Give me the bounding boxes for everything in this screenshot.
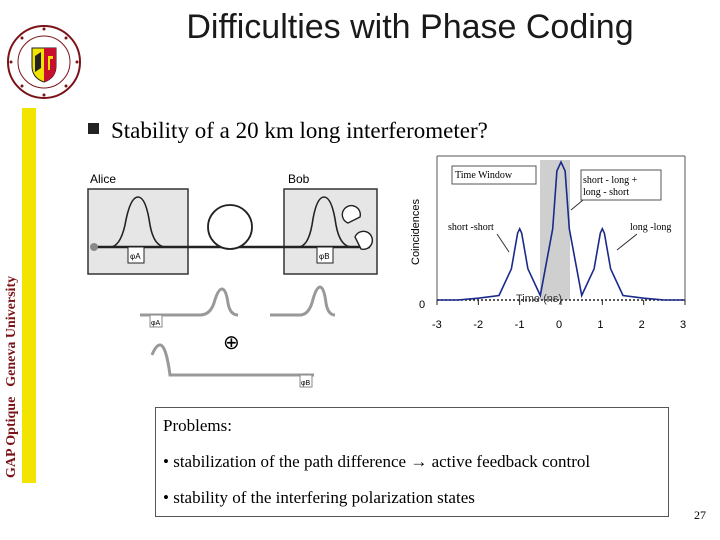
interferometer-diagram bbox=[80, 165, 400, 400]
y-axis-label: Coincidences bbox=[410, 198, 422, 265]
problem-item-1: • stabilization of the path difference → active feedback control bbox=[163, 452, 591, 471]
source-dot-icon bbox=[90, 243, 98, 251]
x-axis-label: Time (ns) bbox=[516, 293, 563, 305]
y-tick-0: 0 bbox=[419, 299, 426, 311]
ann-time-window: Time Window bbox=[455, 170, 513, 181]
alice-label: Alice bbox=[90, 172, 117, 186]
x-tick-label: 0 bbox=[556, 319, 563, 331]
phi-b-small: φB bbox=[301, 380, 311, 387]
page-number: 27 bbox=[694, 508, 706, 522]
fiber-spool-icon bbox=[208, 205, 252, 249]
problems-heading: Problems: bbox=[163, 416, 232, 435]
phi-b-label: φB bbox=[319, 252, 330, 261]
x-tick-label: -3 bbox=[432, 319, 442, 331]
bob-label: Bob bbox=[288, 172, 310, 186]
phi-a-label: φA bbox=[130, 252, 141, 261]
bullet-point bbox=[88, 118, 488, 144]
ann-short-short: short -short bbox=[448, 222, 494, 233]
problems-box bbox=[155, 407, 669, 517]
coincidence-plot bbox=[405, 150, 695, 345]
x-tick-label: 1 bbox=[597, 319, 604, 331]
problem-item-2: • stability of the interfering polarization states bbox=[163, 488, 475, 507]
ann-short-long-2: long - short bbox=[583, 187, 630, 198]
side-label bbox=[4, 276, 20, 478]
x-tick-label: -1 bbox=[514, 319, 525, 331]
ann-long-long: long -long bbox=[630, 222, 672, 233]
bullet-square-icon bbox=[88, 123, 99, 134]
xor-symbol-icon: ⊕ bbox=[223, 332, 240, 354]
side-accent-bar bbox=[22, 108, 36, 483]
phi-a-small: φA bbox=[151, 320, 161, 327]
university-seal-logo bbox=[4, 22, 84, 107]
side-label-university: Geneva University bbox=[4, 275, 19, 387]
bullet-text: Stability of a 20 km long interferometer? bbox=[111, 118, 488, 143]
ann-short-long-1: short - long + bbox=[583, 175, 638, 186]
side-label-lab: GAP Optique bbox=[4, 396, 19, 478]
x-tick-label: -2 bbox=[473, 319, 484, 331]
slide-title: Difficulties with Phase Coding bbox=[186, 8, 634, 46]
x-tick-label: 3 bbox=[680, 319, 687, 331]
x-tick-label: 2 bbox=[638, 319, 645, 331]
